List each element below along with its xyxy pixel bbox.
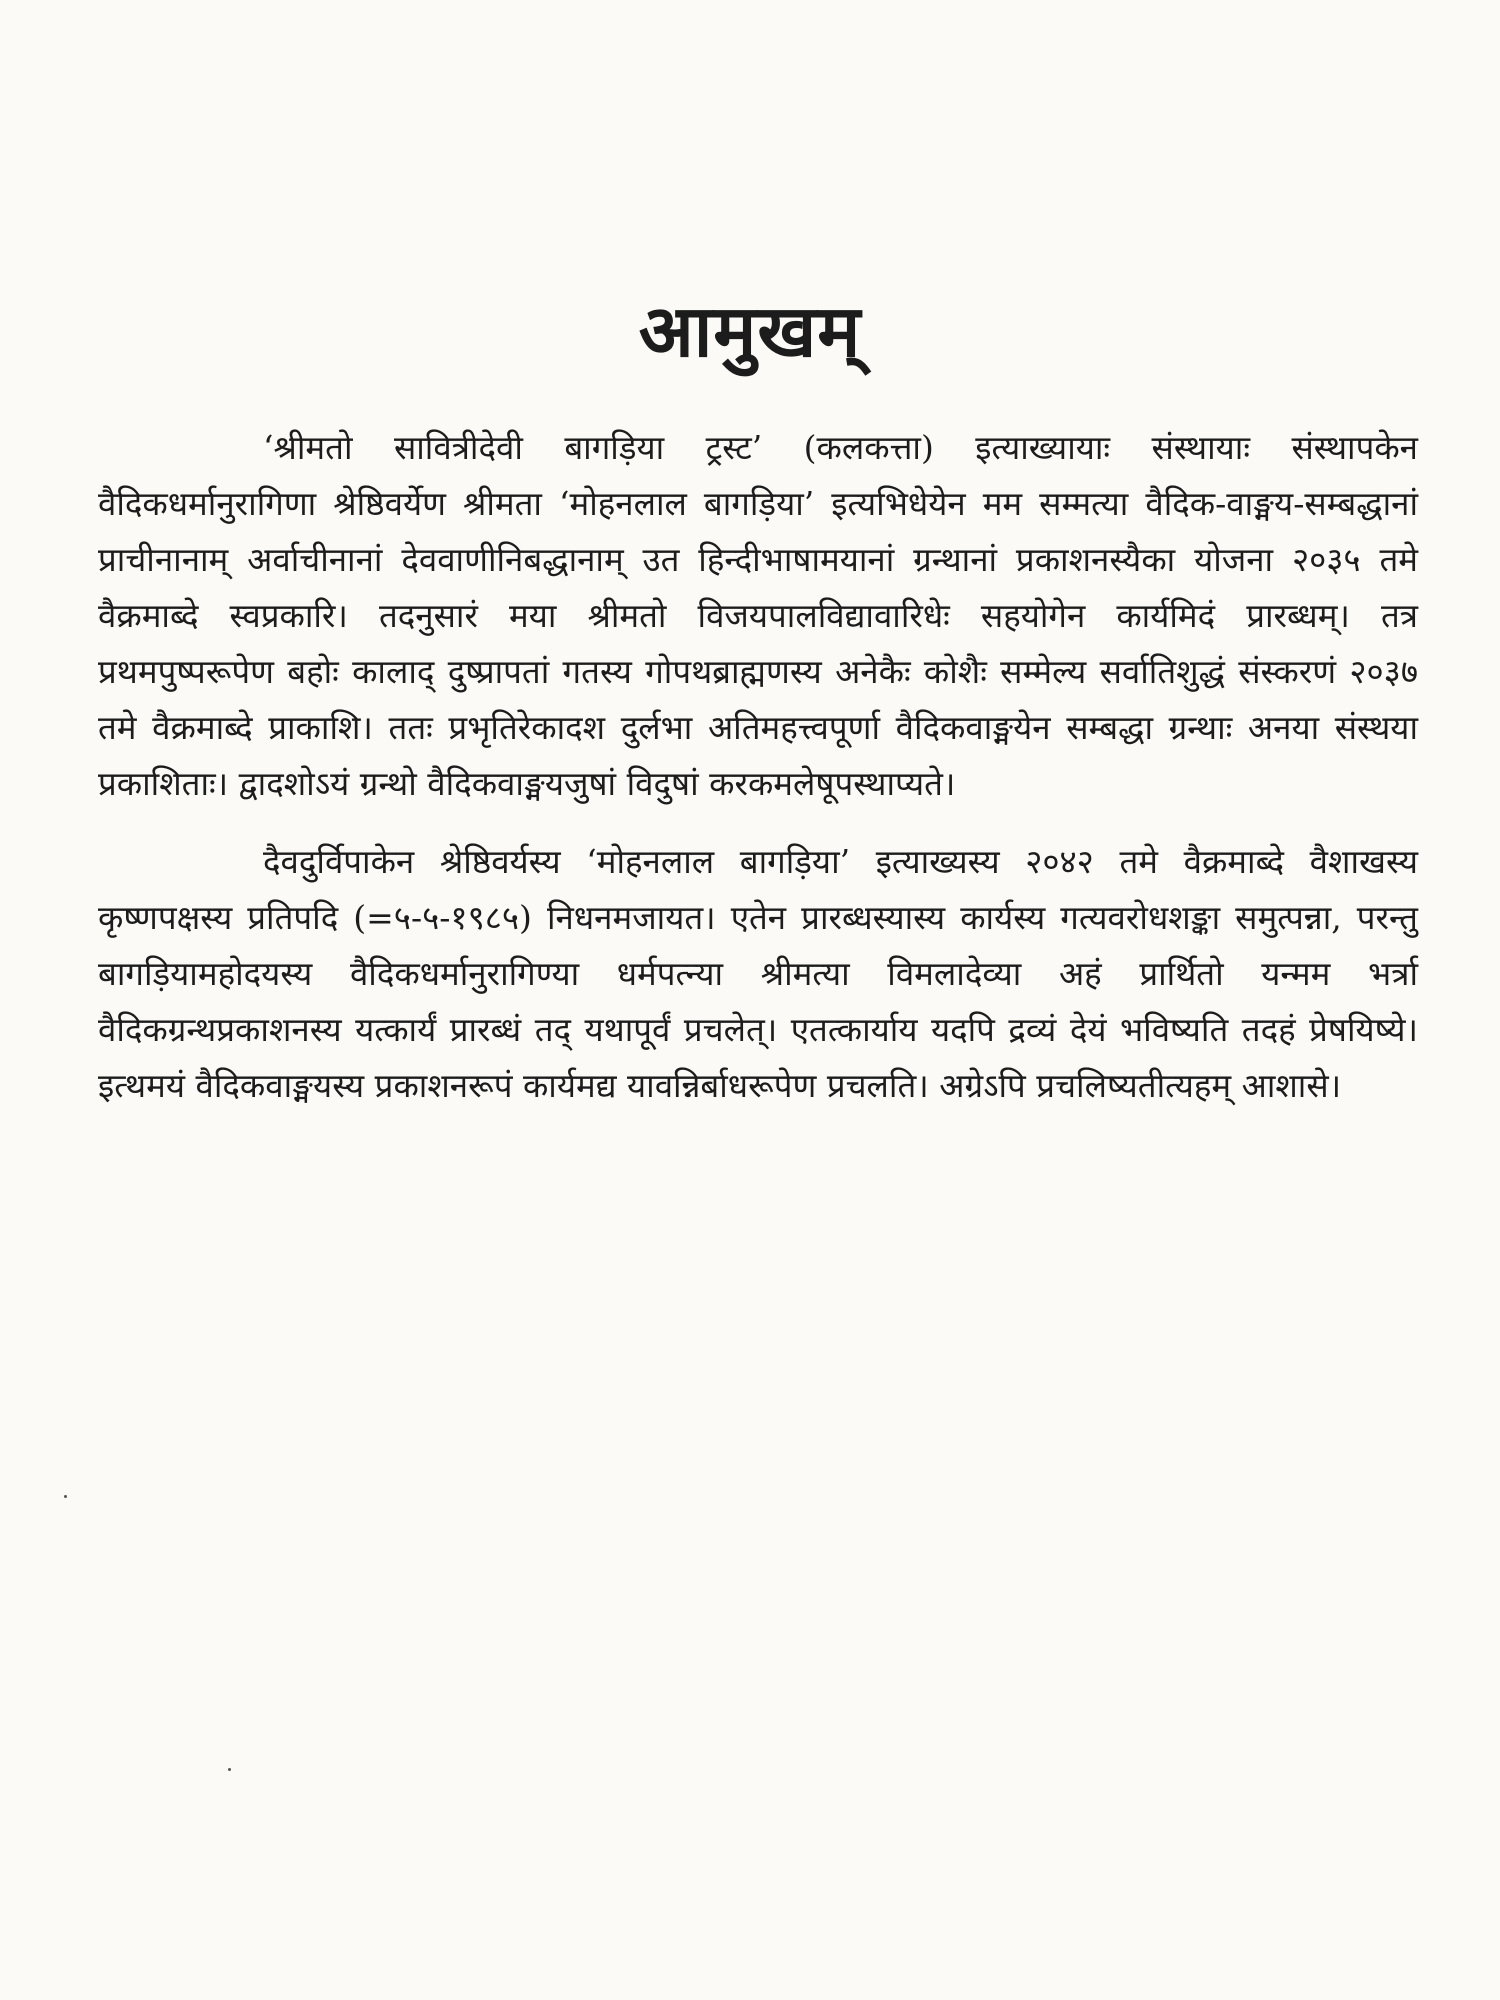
body-text <box>98 420 1418 1114</box>
page-title: आमुखम् <box>638 288 862 373</box>
paragraph-2: दैवदुर्विपाकेन श्रेष्ठिवर्यस्य ‘मोहनलाल बागड़िया’ इत्याख्यस्य २०४२ तमे वैक्रमाब्दे वैशाखस्य कृष्णपक्षस्य प्रतिपदि (=५-५-१९८५) निधनमजायत। एतेन प्रारब्धस्यास्य कार्यस्य गत्यवरोधशङ्का समुत्पन्ना, परन्तु बागड़ियामहोदयस्य वैदिकधर्मानुरागिण्या धर्मपत्न्या श्रीमत्या विमलादेव्या अहं प्रार्थितो यन्मम भर्त्रा वैदिकग्रन्थप्रकाशनस्य यत्कार्यं प्रारब्धं तद् यथापूर्वं प्रचलेत्। एतत्कार्याय यदपि द्रव्यं देयं भविष्यति तदहं प्रेषयिष्ये। इत्थमयं वैदिकवाङ्मयस्य प्रकाशनरूपं कार्यमद्य यावन्निर्बाधरूपेण प्रचलति। अग्रेऽपि प्रचलिष्यतीत्यहम् आशासे। <box>98 842 1418 1105</box>
paragraph-1: ‘श्रीमतो सावित्रीदेवी बागड़िया ट्रस्ट’ (कलकत्ता) इत्याख्यायाः संस्थायाः संस्थापकेन वैदिकधर्मानुरागिणा श्रेष्ठिवर्येण श्रीमता ‘मोहनलाल बागड़िया’ इत्यभिधेयेन मम सम्मत्या वैदिक-वाङ्मय-सम्बद्धानां प्राचीनानाम् अर्वाचीनानां देववाणीनिबद्धानाम् उत हिन्दीभाषामयानां ग्रन्थानां प्रकाशनस्यैका योजना २०३५ तमे वैक्रमाब्दे स्वप्रकारि। तदनुसारं मया श्रीमतो विजयपालविद्यावारिधेः सहयोगेन कार्यमिदं प्रारब्धम्। तत्र प्रथमपुष्परूपेण बहोः कालाद् दुष्प्रापतां गतस्य गोपथब्राह्मणस्य अनेकैः कोशैः सम्मेल्य सर्वातिशुद्धं संस्करणं २०३७ तमे वैक्रमाब्दे प्राकाशि। ततः प्रभृतिरेकादश दुर्लभा अतिमहत्त्वपूर्णा वैदिकवाङ्मयेन सम्बद्धा ग्रन्थाः अनया संस्थया प्रकाशिताः। द्वादशोऽयं ग्रन्थो वैदिकवाङ्मयजुषां विदुषां करकमलेषूपस्थाप्यते। <box>98 428 1418 803</box>
paper-speck <box>228 1768 231 1771</box>
paper-speck <box>64 1495 67 1498</box>
